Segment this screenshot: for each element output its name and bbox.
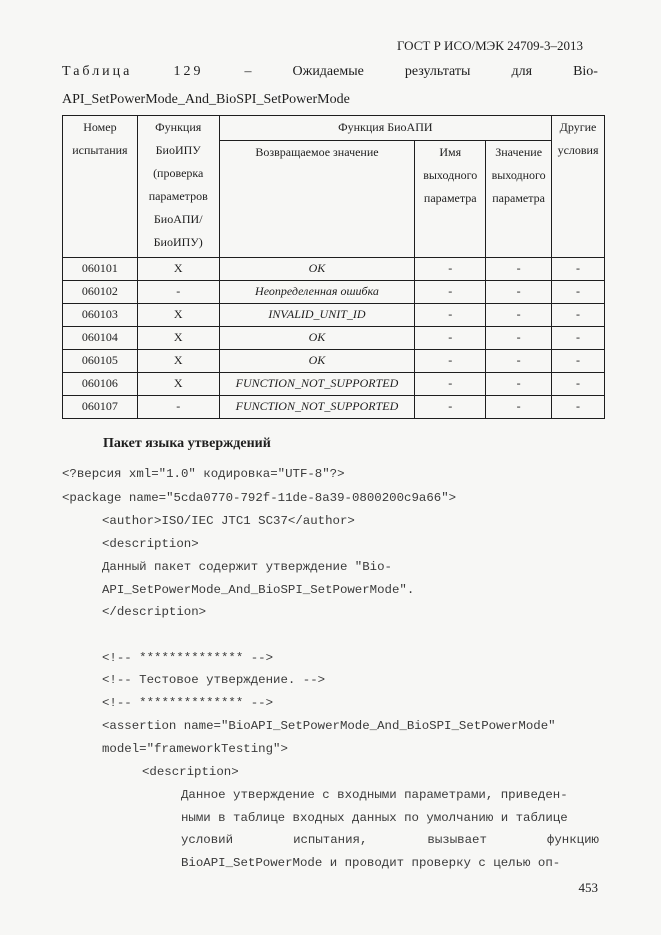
cell-test-number: 060103: [63, 304, 138, 327]
cell-out-value: -: [486, 327, 552, 350]
code-line: <!-- Тестовое утверждение. -->: [102, 673, 326, 687]
cell-test-number: 060106: [63, 373, 138, 396]
code-line: model="frameworkTesting">: [102, 742, 288, 756]
caption-word: для: [511, 64, 533, 79]
code-line: </description>: [102, 605, 207, 619]
caption-word: 129: [173, 64, 204, 79]
cell-return: OK: [219, 350, 415, 373]
header-test-number: Номер испытания: [63, 116, 138, 258]
cell-out-value: -: [486, 281, 552, 304]
cell-return: OK: [219, 258, 415, 281]
caption-word: результаты: [404, 64, 471, 79]
table-row: [63, 258, 605, 281]
cell-out-value: -: [486, 396, 552, 419]
cell-test-number: 060102: [63, 281, 138, 304]
code-line: API_SetPowerMode_And_BioSPI_SetPowerMode".: [102, 583, 415, 597]
header-other-conditions: Другие условия: [552, 116, 605, 258]
code-word: функцию: [546, 833, 599, 847]
header-return-value: Возвращаемое значение: [219, 141, 415, 258]
code-line: <description>: [102, 537, 199, 551]
caption-word: Ожидаемые: [292, 64, 364, 79]
cell-out-value: -: [486, 350, 552, 373]
code-line: <!-- ************** -->: [102, 651, 274, 665]
cell-test-number: 060105: [63, 350, 138, 373]
header-output-value: Значение выходного параметра: [486, 141, 552, 258]
code-word: испытания,: [293, 833, 368, 847]
section-title: Пакет языка утверждений: [103, 436, 271, 451]
caption-word: Таблица: [62, 64, 133, 79]
cell-bsp: X: [137, 258, 219, 281]
code-line: <author>ISO/IEC JTC1 SC37</author>: [102, 514, 355, 528]
cell-other: -: [552, 258, 605, 281]
code-line: BioAPI_SetPowerMode и проводит проверку с целью оп-: [181, 856, 561, 870]
cell-out-name: -: [415, 350, 486, 373]
cell-other: -: [552, 304, 605, 327]
cell-bsp: -: [137, 396, 219, 419]
cell-other: -: [552, 396, 605, 419]
cell-return: INVALID_UNIT_ID: [219, 304, 415, 327]
code-line: Данное утверждение с входными параметрами, приведен-: [181, 788, 568, 802]
table-row: [63, 281, 605, 304]
standard-header: ГОСТ Р ИСО/МЭК 24709-3–2013: [396, 38, 583, 53]
caption-word: –: [244, 64, 252, 79]
code-line: <package name="5cda0770-792f-11de-8a39-0800200c9a66">: [62, 491, 457, 505]
cell-return: Неопределенная ошибка: [219, 281, 415, 304]
cell-test-number: 060107: [63, 396, 138, 419]
header-api-function: Функция БиоАПИ: [219, 116, 551, 141]
code-line: Данный пакет содержит утверждение "Bio-: [102, 560, 392, 574]
table-row: [63, 396, 605, 419]
cell-bsp: X: [137, 327, 219, 350]
table-row: [63, 373, 605, 396]
cell-test-number: 060104: [63, 327, 138, 350]
header-bsp-function: Функция БиоИПУ (проверка параметров БиоАПИ/ БиоИПУ): [137, 116, 219, 258]
cell-out-name: -: [415, 258, 486, 281]
cell-out-name: -: [415, 396, 486, 419]
code-word: условий: [181, 833, 234, 847]
caption-word: Bio-: [573, 64, 598, 79]
code-line: [181, 832, 599, 848]
table-row: [63, 350, 605, 373]
page-number: 453: [578, 880, 598, 895]
table-row: [63, 304, 605, 327]
code-line: ными в таблице входных данных по умолчанию и таблице: [181, 811, 568, 825]
cell-out-name: -: [415, 327, 486, 350]
cell-test-number: 060101: [63, 258, 138, 281]
cell-bsp: X: [137, 350, 219, 373]
header-output-name: Имя выходного параметра: [415, 141, 486, 258]
cell-out-value: -: [486, 258, 552, 281]
cell-out-name: -: [415, 281, 486, 304]
code-word: вызывает: [427, 833, 487, 847]
cell-return: FUNCTION_NOT_SUPPORTED: [219, 373, 415, 396]
table-caption-line2: API_SetPowerMode_And_BioSPI_SetPowerMode: [62, 92, 350, 107]
table-row: [63, 327, 605, 350]
table-caption-line1: [62, 64, 598, 80]
cell-return: FUNCTION_NOT_SUPPORTED: [219, 396, 415, 419]
cell-out-name: -: [415, 373, 486, 396]
cell-other: -: [552, 281, 605, 304]
cell-bsp: -: [137, 281, 219, 304]
code-line: <description>: [142, 765, 239, 779]
cell-out-value: -: [486, 373, 552, 396]
code-line: <!-- ************** -->: [102, 696, 274, 710]
cell-out-value: -: [486, 304, 552, 327]
cell-other: -: [552, 327, 605, 350]
results-table: [62, 115, 605, 419]
cell-return: OK: [219, 327, 415, 350]
code-line: <?версия xml="1.0" кодировка="UTF-8"?>: [62, 467, 345, 481]
cell-bsp: X: [137, 373, 219, 396]
cell-other: -: [552, 350, 605, 373]
code-line: <assertion name="BioAPI_SetPowerMode_And_BioSPI_SetPowerMode": [102, 719, 556, 733]
cell-out-name: -: [415, 304, 486, 327]
cell-bsp: X: [137, 304, 219, 327]
cell-other: -: [552, 373, 605, 396]
